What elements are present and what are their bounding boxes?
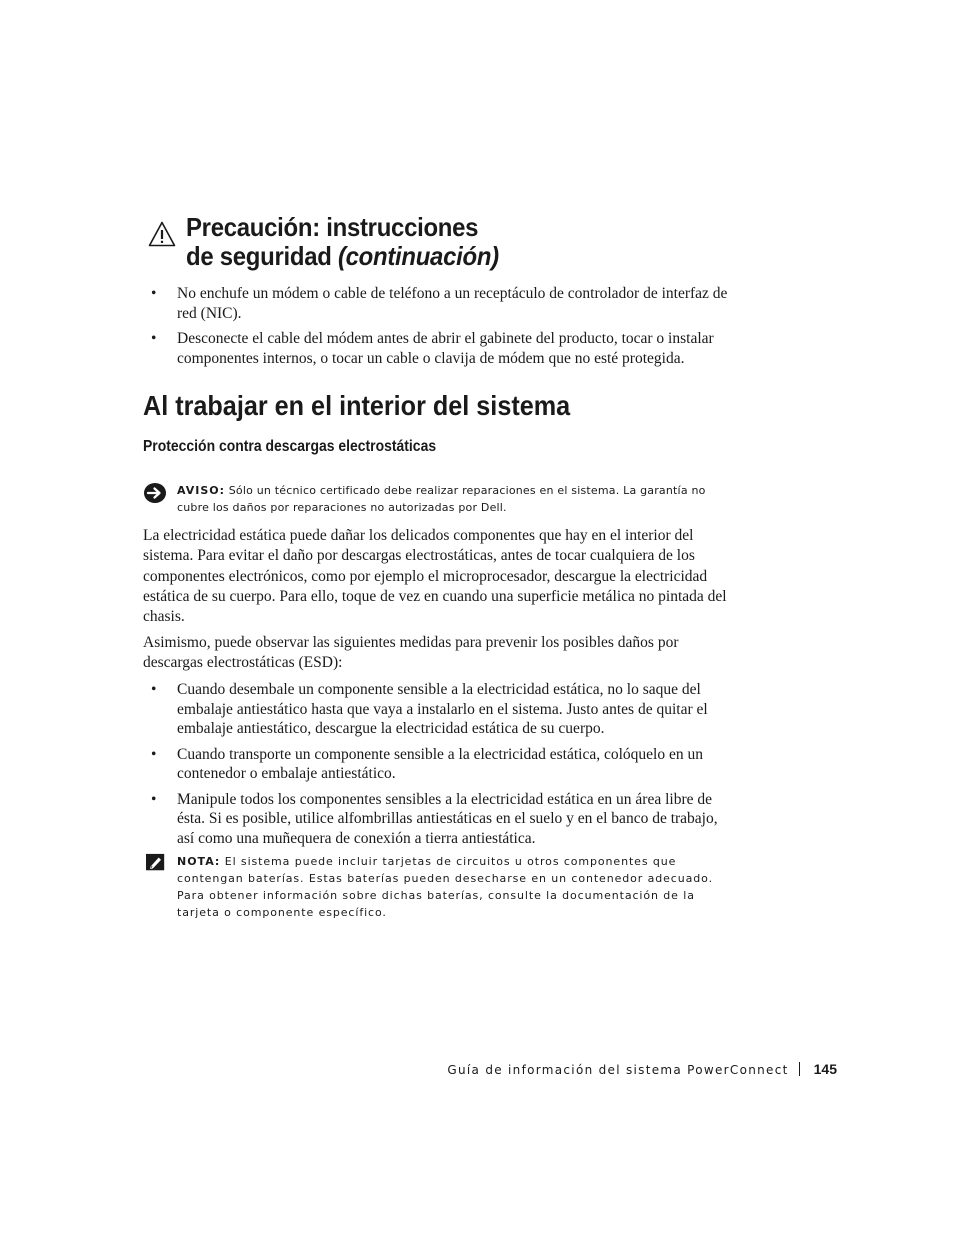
footer-divider	[799, 1062, 800, 1076]
bullet-text: No enchufe un módem o cable de teléfono a un receptáculo de controlador de interfaz de red (NIC).	[177, 285, 728, 322]
list-item	[143, 329, 728, 368]
bullet-icon: •	[151, 285, 157, 302]
bullet-text: Cuando desembale un componente sensible a la electricidad estática, no lo saque del embalaje antiestático hasta que vaya a instalarlo en el sistema. Justo antes de quitar el embalaje antiestático, descargue la electricidad estática de su cuerpo.	[177, 681, 708, 737]
nota-label: NOTA:	[177, 855, 221, 868]
warning-triangle-icon	[148, 221, 176, 247]
page-footer	[447, 1061, 837, 1077]
bullet-icon: •	[151, 330, 157, 347]
section-title: Al trabajar en el interior del sistema	[143, 390, 571, 421]
bullet-text: Desconecte el cable del módem antes de abrir el gabinete del producto, tocar o instalar componentes internos, o tocar un cable o clavija de módem que no esté protegida.	[177, 330, 714, 367]
paragraph: Asimismo, puede observar las siguientes medidas para prevenir los posibles daños por descargas electrostáticas (ESD):	[143, 634, 679, 672]
note-pencil-icon	[145, 853, 167, 873]
list-item	[143, 745, 728, 784]
caution-title-continuation: (continuación)	[337, 241, 499, 271]
caution-title-line1: Precaución: instrucciones	[186, 212, 479, 242]
bullet-text: Manipule todos los componentes sensibles a la electricidad estática en un área libre de ésta. Si es posible, utilice alfombrillas antiestáticas en el suelo y en el banco de trabajo, así como una muñequera de conexión a tierra antiestática.	[177, 790, 718, 847]
esd-bullet-list	[143, 680, 728, 848]
aviso-text	[177, 482, 737, 516]
page-number: 145	[813, 1061, 837, 1077]
caution-title	[186, 213, 701, 271]
aviso-label: AVISO:	[177, 484, 226, 497]
caution-bullet-list	[143, 284, 728, 368]
caution-title-line2	[186, 242, 701, 271]
footer-guide-title: Guía de información del sistema PowerConnect	[447, 1063, 789, 1077]
bullet-text: Cuando transporte un componente sensible a la electricidad estática, colóquelo en un contenedor o embalaje antiestático.	[177, 745, 703, 782]
bullet-icon: •	[151, 681, 157, 698]
bullet-icon: •	[151, 790, 157, 808]
nota-text	[177, 853, 737, 921]
paragraph: La electricidad estática puede dañar los delicados componentes que hay en el interior del sistema. Para evitar el daño por descargas electrostáticas, antes de tocar cualquiera de los componentes electrónicos, como por ejemplo el microprocesador, descargue la electricidad estática de su cuerpo. Para ello, toque de vez en cuando una superficie metálica no pintada del chasis.	[143, 527, 727, 626]
caution-title-text: de seguridad	[186, 241, 332, 271]
list-item	[143, 680, 728, 739]
aviso-body: Sólo un técnico certificado debe realizar reparaciones en el sistema. La garantía no cubre los daños por reparaciones no autorizadas por Dell.	[177, 484, 706, 514]
section-subtitle: Protección contra descargas electrostáticas	[143, 438, 437, 455]
list-item	[143, 790, 728, 849]
notice-arrow-icon	[143, 482, 167, 504]
list-item	[143, 284, 728, 323]
bullet-icon: •	[151, 745, 157, 763]
nota-body: El sistema puede incluir tarjetas de circuitos u otros componentes que contengan baterías. Estas baterías pueden desecharse en un contenedor adecuado. Para obtener información sobre dichas baterías, consulte la documentación de la tarjeta o componente específico.	[177, 855, 713, 919]
